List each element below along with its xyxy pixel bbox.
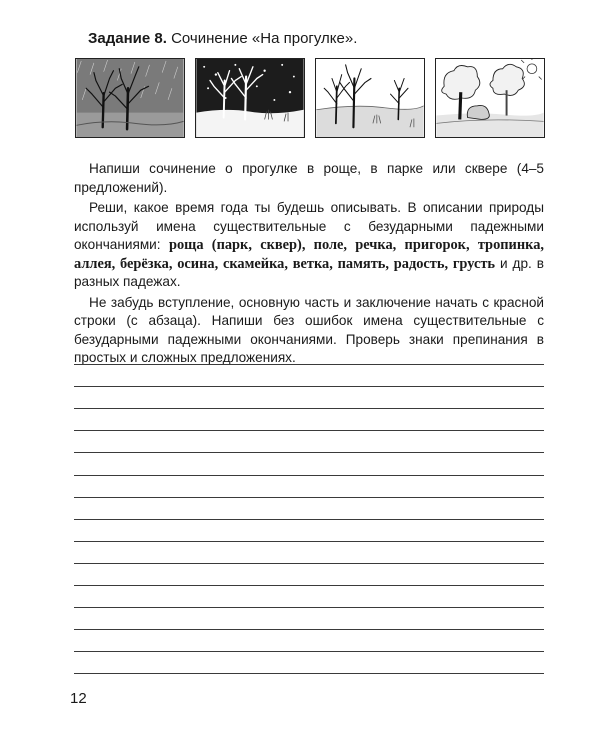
- writing-line[interactable]: [74, 430, 544, 431]
- illustration-summer-park: [435, 58, 545, 138]
- writing-line[interactable]: [74, 651, 544, 652]
- writing-line[interactable]: [74, 497, 544, 498]
- page-number: 12: [70, 690, 87, 707]
- rainy-autumn-trees-image: [76, 59, 184, 137]
- writing-line[interactable]: [74, 585, 544, 586]
- writing-line[interactable]: [74, 673, 544, 674]
- writing-line[interactable]: [74, 541, 544, 542]
- task-title-text: Сочинение «На прогулке».: [171, 30, 358, 47]
- task-instructions: [74, 160, 544, 368]
- writing-line[interactable]: [74, 475, 544, 476]
- instruction-paragraph-1: Напиши сочинение о прогулке в роще, в парке или сквере (4–5 предложений).: [74, 161, 544, 195]
- summer-sunny-park-image: [436, 59, 544, 137]
- instruction-paragraph-2-intro: Реши, какое время года ты будешь описывать. В описании природы используй имена существительные с безударными падежными окончаниями:: [74, 200, 544, 252]
- spring-bare-trees-image: [316, 59, 424, 137]
- writing-line[interactable]: [74, 386, 544, 387]
- illustration-spring-trees: [315, 58, 425, 138]
- writing-line[interactable]: [74, 629, 544, 630]
- snowy-winter-night-image: [196, 59, 304, 137]
- task-number: Задание 8.: [88, 30, 167, 47]
- task-title: [88, 30, 357, 47]
- writing-line[interactable]: [74, 607, 544, 608]
- writing-line[interactable]: [74, 364, 544, 365]
- illustration-rainy-autumn: [75, 58, 185, 138]
- writing-line[interactable]: [74, 519, 544, 520]
- writing-line[interactable]: [74, 563, 544, 564]
- instruction-paragraph-3: Не забудь вступление, основную часть и заключение начать с красной строки (с абзаца). Напиши без ошибок имена существительные с безударными падежными окончаниями. Проверь знаки препинания в простых и сложных предложениях.: [74, 294, 544, 365]
- writing-line[interactable]: [74, 408, 544, 409]
- illustrations-strip: [75, 58, 545, 138]
- illustration-snowy-winter: [195, 58, 305, 138]
- writing-lines[interactable]: [74, 364, 544, 684]
- writing-line[interactable]: [74, 452, 544, 453]
- vocabulary-words: роща (парк, сквер), поле, речка, пригорок, тропинка, аллея, берёзка, осина, скамейка, ветка, память, радость, грусть: [74, 237, 544, 272]
- instruction-paragraph-2: [74, 199, 544, 292]
- instruction-paragraph-2-end: и др. в разных падежах.: [74, 255, 544, 289]
